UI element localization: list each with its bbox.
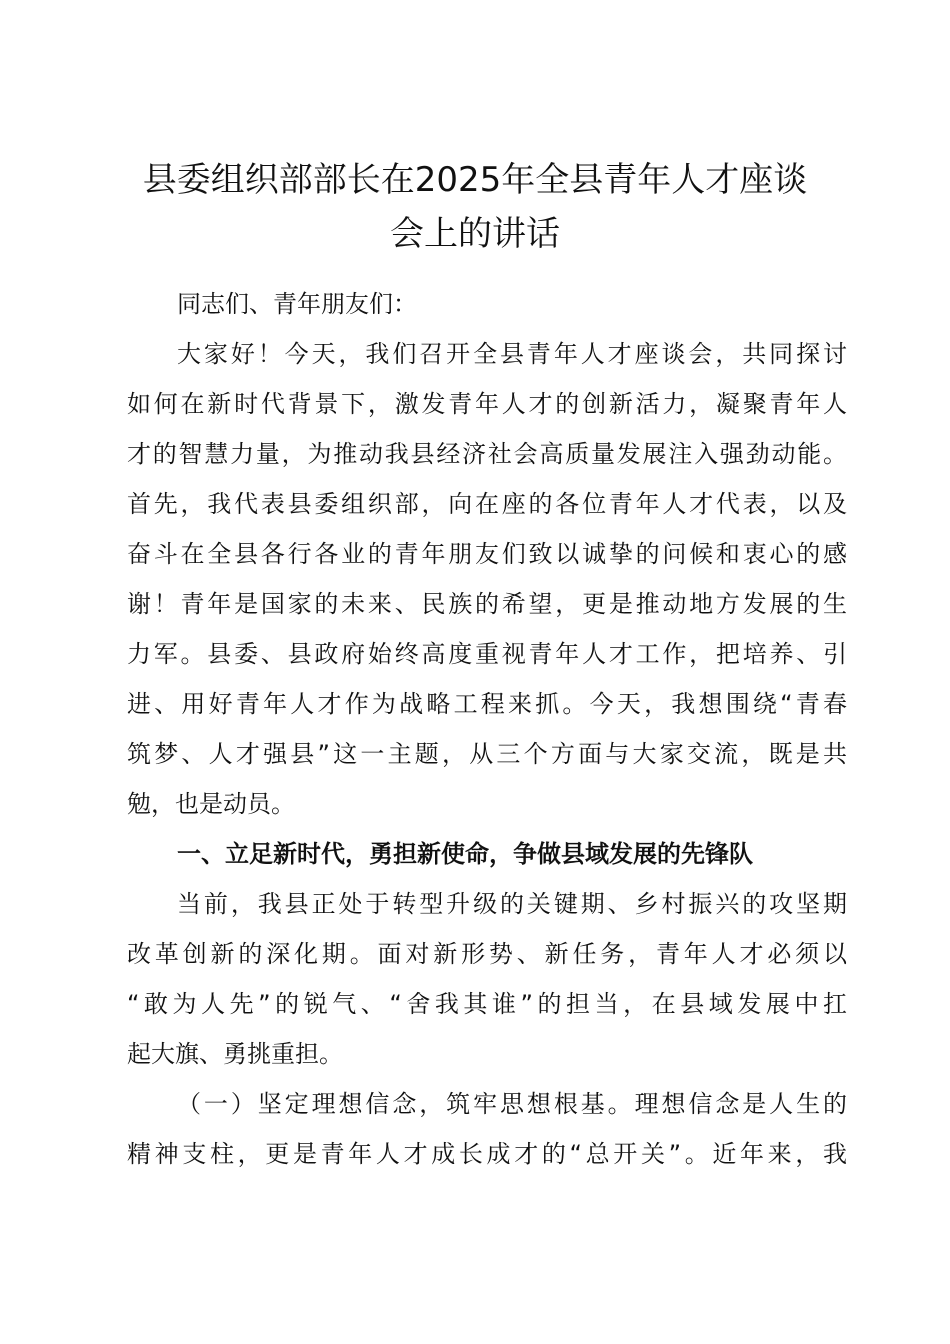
paragraph-line: 筑梦、人才强县”这一主题，从三个方面与大家交流，既是共: [127, 740, 847, 768]
section-heading-1: 一、立足新时代，勇担新使命，争做县域发展的先锋队: [177, 840, 753, 868]
paragraph-line: 力军。县委、县政府始终高度重视青年人才工作，把培养、引: [127, 640, 847, 668]
document-title-line-2: 会上的讲话: [390, 214, 560, 254]
paragraph-line: 勉，也是动员。: [127, 790, 295, 818]
paragraph-line: 谢！青年是国家的未来、民族的希望，更是推动地方发展的生: [127, 590, 847, 618]
paragraph-line: 奋斗在全县各行各业的青年朋友们致以诚挚的问候和衷心的感: [127, 540, 847, 568]
paragraph-line: 进、用好青年人才作为战略工程来抓。今天，我想围绕“青春: [127, 690, 847, 718]
paragraph-line: 首先，我代表县委组织部，向在座的各位青年人才代表，以及: [127, 490, 847, 518]
paragraph-line: 精神支柱，更是青年人才成长成才的“总开关”。近年来，我: [127, 1140, 847, 1168]
paragraph-line: 改革创新的深化期。面对新形势、新任务，青年人才必须以: [127, 940, 847, 968]
paragraph-line: 如何在新时代背景下，激发青年人才的创新活力，凝聚青年人: [127, 390, 847, 418]
paragraph-line: 大家好！今天，我们召开全县青年人才座谈会，共同探讨: [177, 340, 847, 368]
paragraph-line: 起大旗、勇挑重担。: [127, 1040, 343, 1068]
document-title-line-1: 县委组织部部长在2025年全县青年人才座谈: [142, 160, 808, 200]
paragraph-line: “敢为人先”的锐气、“舍我其谁”的担当，在县域发展中扛: [127, 990, 847, 1018]
salutation: 同志们、青年朋友们：: [177, 290, 417, 318]
subsection-line: （一）坚定理想信念，筑牢思想根基。理想信念是人生的: [177, 1090, 847, 1118]
paragraph-line: 当前，我县正处于转型升级的关键期、乡村振兴的攻坚期: [177, 890, 847, 918]
paragraph-line: 才的智慧力量，为推动我县经济社会高质量发展注入强劲动能。: [127, 440, 847, 468]
